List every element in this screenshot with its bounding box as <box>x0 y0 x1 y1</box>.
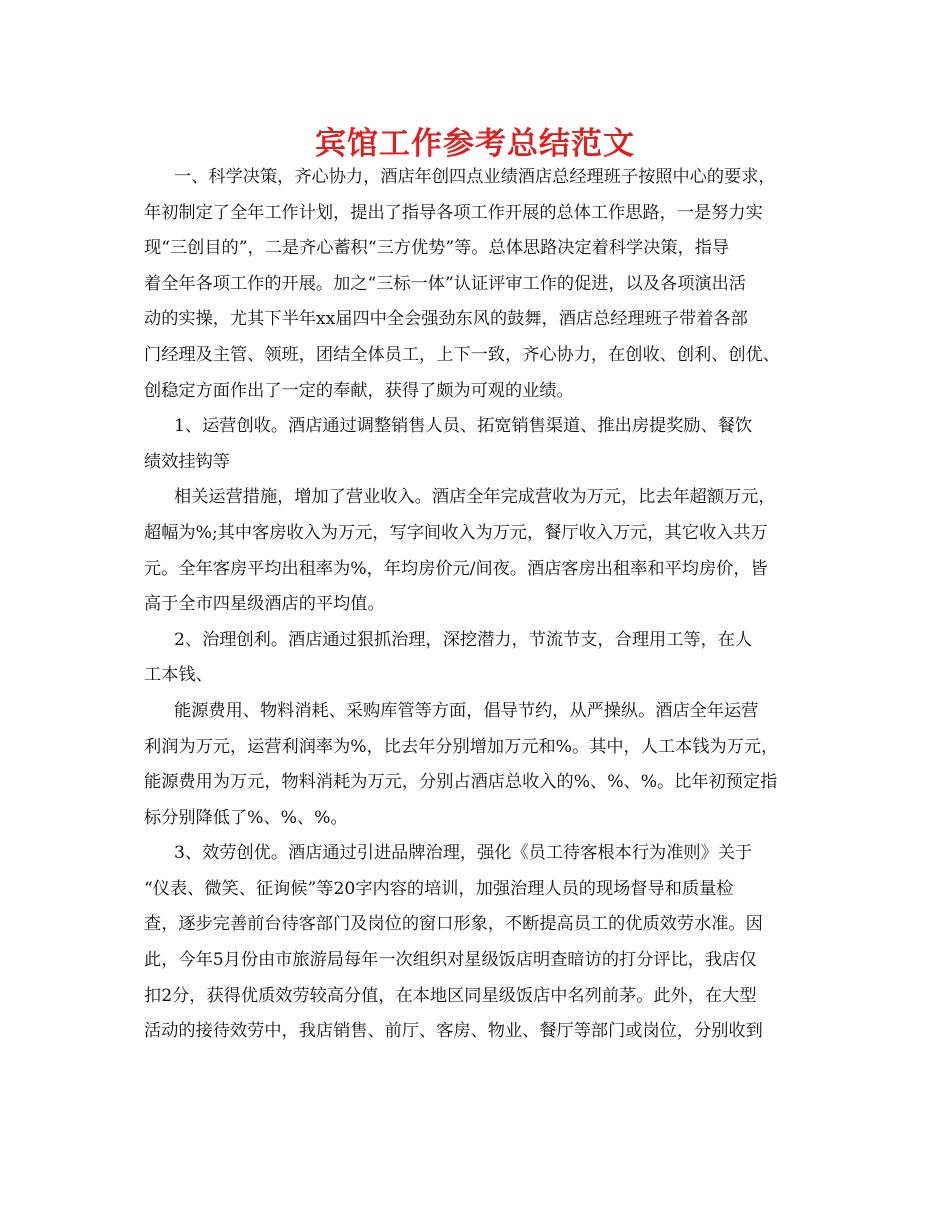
text-line: “仪表、微笑、征询候”等20字内容的培训，加强治理人员的现场督导和质量检 <box>144 878 734 899</box>
text-line: 能源费用为万元，物料消耗为万元，分别占酒店总收入的%、%、%。比年初预定指 <box>144 772 778 793</box>
text-line: 门经理及主管、领班，团结全体员工，上下一致，齐心协力，在创收、创利、创优、 <box>144 344 780 365</box>
text-line: 此，今年5月份由市旅游局每年一次组织对星级饭店明查暗访的打分评比，我店仅 <box>144 950 757 971</box>
text-line: 年初制定了全年工作计划，提出了指导各项工作开展的总体工作思路，一是努力实 <box>144 202 763 223</box>
text-line: 1、运营创收。酒店通过调整销售人员、拓宽销售渠道、推出房提奖励、餐饮 <box>174 416 753 437</box>
text-line: 2、治理创利。酒店通过狠抓治理，深挖潜力，节流节支，合理用工等，在人 <box>174 629 753 650</box>
text-line: 工本钱、 <box>144 665 213 686</box>
text-line: 标分别降低了%、%、%。 <box>144 807 348 828</box>
text-line: 扣2分，获得优质效劳较高分值，在本地区同星级饭店中名列前茅。此外，在大型 <box>144 985 757 1006</box>
text-line: 3、效劳创优。酒店通过引进品牌治理，强化《员工待客根本行为准则》关于 <box>174 843 753 864</box>
document-body <box>144 160 824 1050</box>
text-line: 创稳定方面作出了一定的奉献，获得了颇为可观的业绩。 <box>144 380 574 401</box>
text-line: 着全年各项工作的开展。加之“三标一体”认证评审工作的促进，以及各项演出活 <box>144 273 746 294</box>
text-line: 活动的接待效劳中，我店销售、前厅、客房、物业、餐厅等部门或岗位，分别收到 <box>144 1021 763 1042</box>
text-line: 利润为万元，运营利润率为%，比去年分别增加万元和%。其中，人工本钱为万元， <box>144 736 779 757</box>
text-line: 元。全年客房平均出租率为%，年均房价元/间夜。酒店客房出租率和平均房价，皆 <box>144 558 768 579</box>
text-line: 高于全市四星级酒店的平均值。 <box>144 594 385 615</box>
text-line: 一、科学决策，齐心协力，酒店年创四点业绩酒店总经理班子按照中心的要求， <box>174 167 776 187</box>
text-line: 现“三创目的”，二是齐心蓄积“三方优势”等。总体思路决定着科学决策，指导 <box>144 238 730 259</box>
text-line: 能源费用、物料消耗、采购库管等方面，倡导节约，从严操纵。酒店全年运营 <box>174 700 759 721</box>
text-line: 相关运营措施，增加了营业收入。酒店全年完成营收为万元，比去年超额万元， <box>174 487 776 508</box>
text-line: 超幅为%;其中客房收入为万元，写字间收入为万元，餐厅收入万元，其它收入共万 <box>144 522 768 543</box>
text-line: 动的实操，尤其下半年xx届四中全会强劲东风的鼓舞，酒店总经理班子带着各部 <box>144 309 748 330</box>
text-line: 查，逐步完善前台待客部门及岗位的窗口形象，不断提高员工的优质效劳水准。因 <box>144 914 763 935</box>
text-line: 绩效挂钩等 <box>144 451 230 472</box>
document-title: 宾馆工作参考总结范文 <box>315 126 635 162</box>
